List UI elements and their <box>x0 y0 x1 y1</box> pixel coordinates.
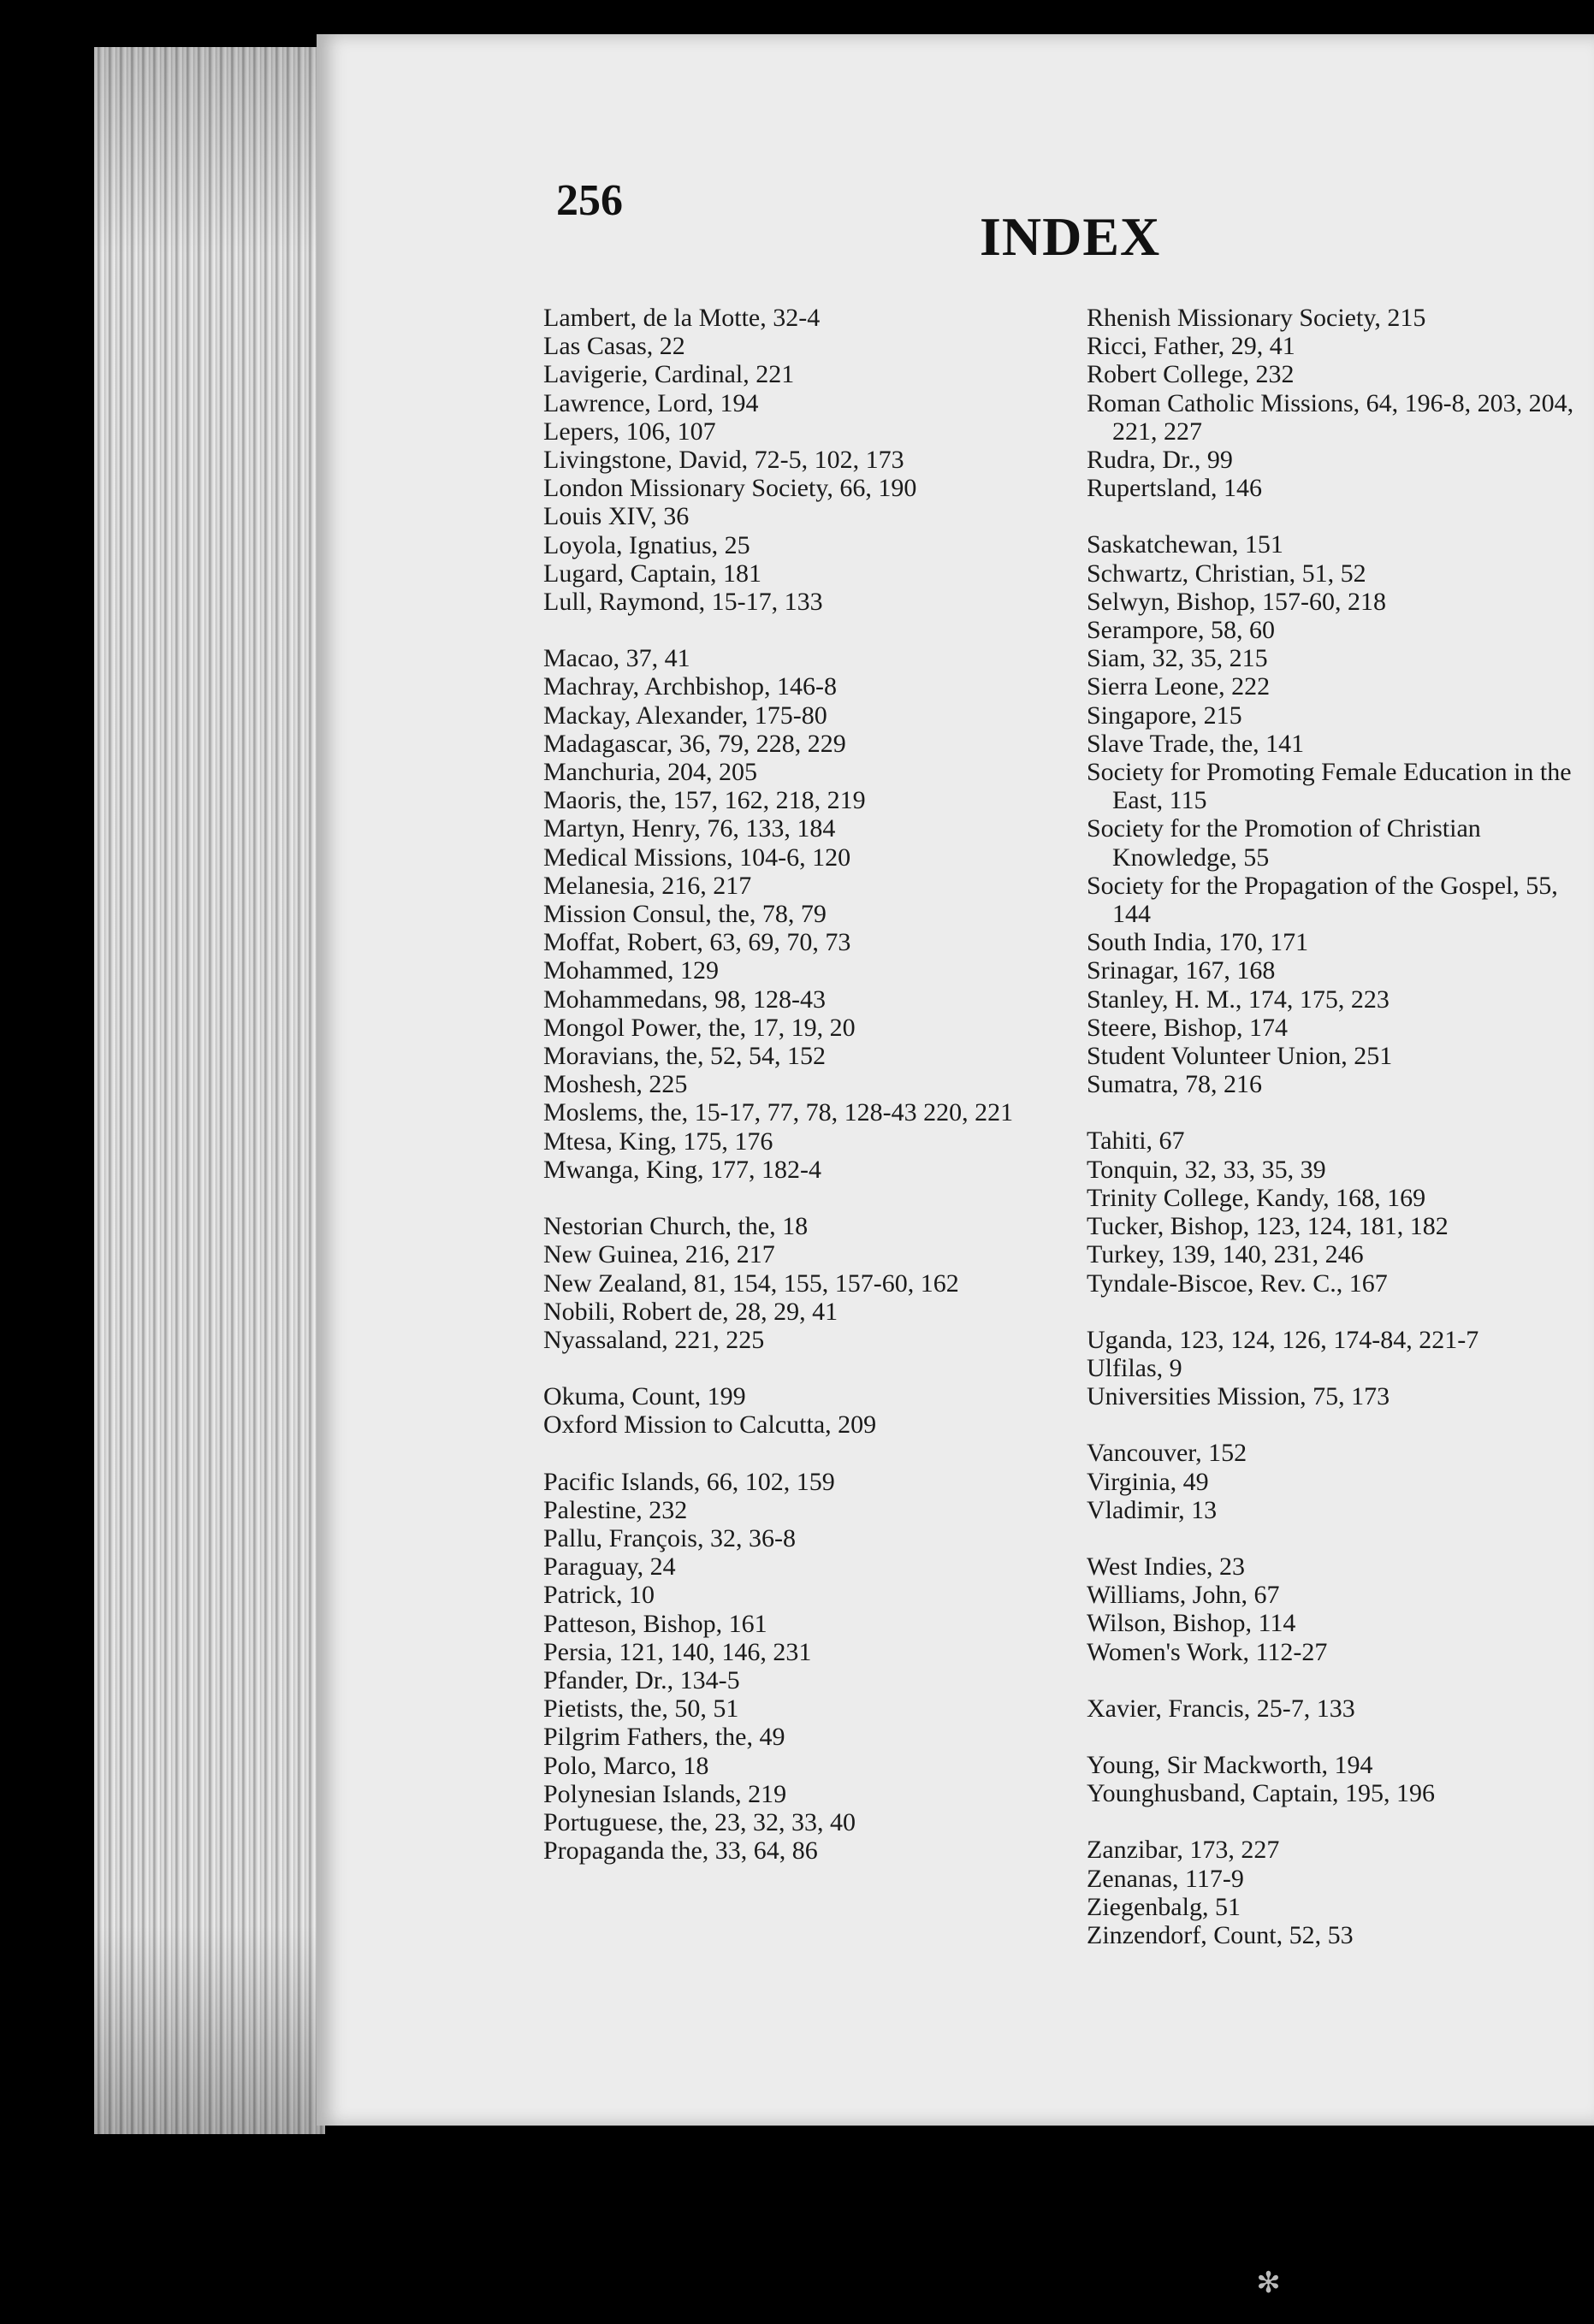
index-entry: Stanley, H. M., 174, 175, 223 <box>1087 985 1390 1014</box>
index-column-left <box>543 304 1057 1865</box>
index-entry: Ulfilas, 9 <box>1087 1353 1182 1382</box>
index-entry: Lull, Raymond, 15-17, 133 <box>543 588 823 617</box>
index-entry: Rudra, Dr., 99 <box>1087 446 1233 475</box>
letter-group-gap <box>543 1354 1057 1382</box>
index-entry: Martyn, Henry, 76, 133, 184 <box>543 814 836 843</box>
index-entry: Polo, Marco, 18 <box>543 1751 709 1780</box>
letter-group-gap <box>543 1440 1057 1468</box>
index-entry: Rhenish Missionary Society, 215 <box>1087 304 1426 332</box>
index-entry: Propaganda the, 33, 64, 86 <box>543 1836 818 1866</box>
letter-group-gap <box>1087 502 1583 530</box>
index-entry: Nobili, Robert de, 28, 29, 41 <box>543 1297 838 1326</box>
index-entry: Louis XIV, 36 <box>543 502 690 531</box>
index-entry: Saskatchewan, 151 <box>1087 530 1283 559</box>
book-page <box>317 34 1594 2126</box>
index-entry: Melanesia, 216, 217 <box>543 871 752 900</box>
index-entry: Robert College, 232 <box>1087 360 1295 389</box>
index-entry: Paraguay, 24 <box>543 1552 676 1582</box>
index-entry: London Missionary Society, 66, 190 <box>543 474 917 503</box>
index-entry: Sumatra, 78, 216 <box>1087 1070 1262 1099</box>
index-entry: Palestine, 232 <box>543 1495 688 1524</box>
index-entry: Singapore, 215 <box>1087 701 1242 730</box>
index-entry: Tahiti, 67 <box>1087 1127 1185 1156</box>
index-entry: Pietists, the, 50, 51 <box>543 1694 739 1724</box>
page-number: 256 <box>556 176 623 225</box>
page-title: INDEX <box>980 206 1161 267</box>
index-entry: Women's Work, 112-27 <box>1087 1637 1328 1666</box>
letter-group-gap <box>543 616 1057 644</box>
index-column-right <box>1087 304 1583 1949</box>
scan-artifact-icon: ✻ <box>1256 2268 1281 2299</box>
index-entry: Loyola, Ignatius, 25 <box>543 530 750 559</box>
index-entry: Zenanas, 117-9 <box>1087 1864 1244 1893</box>
index-entry: Moshesh, 225 <box>543 1070 688 1099</box>
index-entry: Persia, 121, 140, 146, 231 <box>543 1637 812 1666</box>
letter-group-gap <box>543 1184 1057 1212</box>
index-entry: Patteson, Bishop, 161 <box>543 1609 767 1638</box>
index-entry: Pfander, Dr., 134-5 <box>543 1665 740 1694</box>
index-entry: Student Volunteer Union, 251 <box>1087 1042 1393 1071</box>
index-entry: Mongol Power, the, 17, 19, 20 <box>543 1013 856 1042</box>
index-entry: Steere, Bishop, 174 <box>1087 1013 1288 1042</box>
index-entry: Trinity College, Kandy, 168, 169 <box>1087 1183 1426 1212</box>
index-entry: Society for the Promotion of Christian Knowledge, 55 <box>1087 814 1481 872</box>
book-page-edges <box>94 47 325 2134</box>
index-entry: Mwanga, King, 177, 182-4 <box>543 1155 821 1184</box>
index-entry: Nestorian Church, the, 18 <box>543 1212 809 1241</box>
letter-group-gap <box>1087 1410 1583 1439</box>
index-entry: Srinagar, 167, 168 <box>1087 956 1276 985</box>
index-entry: Mtesa, King, 175, 176 <box>543 1127 773 1156</box>
index-entry: Mackay, Alexander, 175-80 <box>543 701 827 730</box>
index-entry: Polynesian Islands, 219 <box>543 1779 787 1808</box>
index-entry: Turkey, 139, 140, 231, 246 <box>1087 1240 1364 1269</box>
index-entry: Selwyn, Bishop, 157-60, 218 <box>1087 587 1387 616</box>
index-entry: Ziegenbalg, 51 <box>1087 1892 1241 1921</box>
index-entry: Medical Missions, 104-6, 120 <box>543 843 851 872</box>
index-entry: Siam, 32, 35, 215 <box>1087 644 1268 673</box>
index-entry: Lambert, de la Motte, 32-4 <box>543 304 821 332</box>
index-entry: Madagascar, 36, 79, 228, 229 <box>543 729 846 758</box>
index-entry: Oxford Mission to Calcutta, 209 <box>543 1410 877 1440</box>
index-entry: Manchuria, 204, 205 <box>543 758 757 787</box>
index-entry: Maoris, the, 157, 162, 218, 219 <box>543 786 866 815</box>
index-entry: Moffat, Robert, 63, 69, 70, 73 <box>543 928 851 957</box>
letter-group-gap <box>1087 1807 1583 1836</box>
index-entry: Moslems, the, 15-17, 77, 78, 128-43 220, 221 <box>543 1098 1014 1127</box>
index-entry: Ricci, Father, 29, 41 <box>1087 332 1295 361</box>
index-entry: Schwartz, Christian, 51, 52 <box>1087 559 1366 588</box>
index-entry: Lugard, Captain, 181 <box>543 559 761 588</box>
index-entry: Lepers, 106, 107 <box>543 417 716 446</box>
index-entry: Pallu, François, 32, 36-8 <box>543 1523 796 1552</box>
index-entry: Pilgrim Fathers, the, 49 <box>543 1723 785 1752</box>
index-entry: Slave Trade, the, 141 <box>1087 729 1305 758</box>
index-entry: Wilson, Bishop, 114 <box>1087 1609 1296 1638</box>
index-entry: Rupertsland, 146 <box>1087 474 1262 503</box>
index-entry: Zinzendorf, Count, 52, 53 <box>1087 1920 1354 1949</box>
index-entry: Younghusband, Captain, 195, 196 <box>1087 1779 1435 1808</box>
index-entry: Mohammedans, 98, 128-43 <box>543 985 826 1014</box>
index-entry: Moravians, the, 52, 54, 152 <box>543 1042 826 1071</box>
index-entry: Las Casas, 22 <box>543 332 685 361</box>
index-entry: Zanzibar, 173, 227 <box>1087 1836 1280 1865</box>
index-entry: Young, Sir Mackworth, 194 <box>1087 1750 1373 1779</box>
index-entry: Lawrence, Lord, 194 <box>543 388 759 417</box>
index-entry: Society for the Propagation of the Gospel, 55, 144 <box>1087 871 1558 929</box>
letter-group-gap <box>1087 1524 1583 1552</box>
index-entry: Portuguese, the, 23, 32, 33, 40 <box>543 1807 856 1836</box>
index-entry: Tucker, Bishop, 123, 124, 181, 182 <box>1087 1212 1449 1241</box>
index-entry: Macao, 37, 41 <box>543 644 690 673</box>
index-entry: Virginia, 49 <box>1087 1467 1209 1496</box>
index-entry: New Guinea, 216, 217 <box>543 1240 775 1269</box>
letter-group-gap <box>1087 1098 1583 1127</box>
letter-group-gap <box>1087 1723 1583 1751</box>
index-entry: Vancouver, 152 <box>1087 1439 1247 1468</box>
index-entry: Xavier, Francis, 25-7, 133 <box>1087 1694 1355 1723</box>
index-entry: Pacific Islands, 66, 102, 159 <box>543 1467 835 1496</box>
letter-group-gap <box>1087 1298 1583 1326</box>
index-entry: Mohammed, 129 <box>543 956 719 985</box>
index-entry: South India, 170, 171 <box>1087 928 1309 957</box>
index-entry: Society for Promoting Female Education in the East, 115 <box>1087 758 1572 815</box>
index-entry: Roman Catholic Missions, 64, 196-8, 203, 204, 221, 227 <box>1087 388 1574 446</box>
index-entry: Okuma, Count, 199 <box>543 1382 746 1411</box>
index-entry: New Zealand, 81, 154, 155, 157-60, 162 <box>543 1268 959 1298</box>
letter-group-gap <box>1087 1666 1583 1694</box>
index-entry: Sierra Leone, 222 <box>1087 672 1271 701</box>
index-entry: Livingstone, David, 72-5, 102, 173 <box>543 446 904 475</box>
index-entry: Nyassaland, 221, 225 <box>543 1325 765 1354</box>
index-entry: Universities Mission, 75, 173 <box>1087 1382 1390 1411</box>
index-entry: Williams, John, 67 <box>1087 1581 1280 1610</box>
index-entry: Tonquin, 32, 33, 35, 39 <box>1087 1155 1326 1184</box>
index-entry: Machray, Archbishop, 146-8 <box>543 672 837 701</box>
index-entry: Uganda, 123, 124, 126, 174-84, 221-7 <box>1087 1325 1479 1354</box>
index-entry: Serampore, 58, 60 <box>1087 616 1275 645</box>
index-entry: Lavigerie, Cardinal, 221 <box>543 360 795 389</box>
index-entry: West Indies, 23 <box>1087 1552 1246 1581</box>
index-entry: Vladimir, 13 <box>1087 1495 1218 1524</box>
index-entry: Mission Consul, the, 78, 79 <box>543 900 827 929</box>
index-entry: Patrick, 10 <box>543 1581 655 1610</box>
index-entry: Tyndale-Biscoe, Rev. C., 167 <box>1087 1268 1388 1298</box>
